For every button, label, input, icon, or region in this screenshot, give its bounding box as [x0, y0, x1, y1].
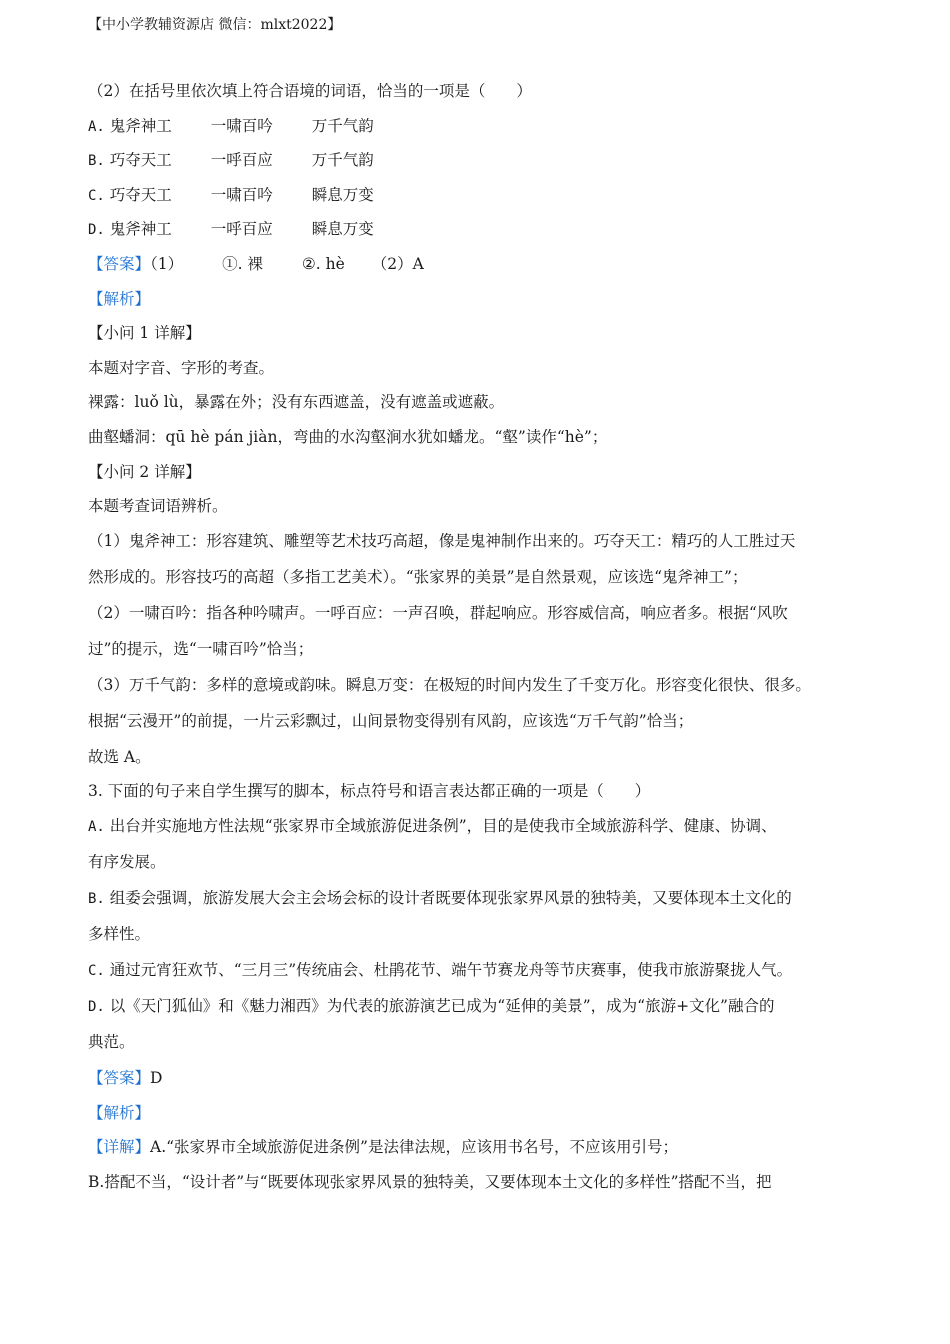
analysis-text: 根据“云漫开”的前提，一片云彩飘过，山间景物变得别有风韵，应该选“万千气韵”恰当；	[88, 711, 694, 730]
option-word-3: 万千气韵	[311, 151, 374, 170]
option-text: 组委会强调，旅游发展大会主会场会标的设计者既要体现张家界风景的独特美，又要体现本土文化的	[109, 888, 792, 907]
q3-analysis-tag: 【解析】	[88, 1103, 151, 1122]
option-text: 以《天门狐仙》和《魅力湘西》为代表的旅游演艺已成为“延伸的美景”，成为“旅游+文化”融合的	[109, 996, 775, 1015]
q3-option-b-line-1	[88, 885, 864, 921]
q3-option-a-line-2: 有序发展。	[88, 852, 166, 871]
conclusion-text: 故选 A。	[88, 747, 151, 766]
option-b	[88, 147, 864, 182]
option-letter: C.	[88, 962, 105, 979]
option-word-1: 巧夺天工	[109, 151, 172, 170]
option-word-1: 巧夺天工	[109, 185, 172, 204]
analysis-text: 本题考查词语辨析。	[88, 497, 228, 516]
q3-option-c-line-1	[88, 957, 864, 993]
answer-line	[88, 251, 864, 286]
sub-question-2-heading: 【小问 2 详解】	[88, 462, 201, 481]
answer-part-4: （2）A	[371, 254, 424, 273]
option-word-1: 鬼斧神工	[109, 220, 172, 239]
q3-option-d-line-2: 典范。	[88, 1032, 135, 1051]
option-word-1: 鬼斧神工	[109, 116, 172, 135]
option-text: 通过元宵狂欢节、“三月三”传统庙会、杜鹃花节、端午节赛龙舟等节庆赛事，使我市旅游聚拢人气。	[109, 960, 793, 979]
q3-option-b-line-2: 多样性。	[88, 924, 151, 943]
answer-tag: 【答案】	[88, 254, 151, 273]
option-letter: A.	[88, 118, 105, 135]
question-3-stem: 3. 下面的句子来自学生撰写的脚本，标点符号和语言表达都正确的一项是（ ）	[88, 782, 651, 801]
option-word-2: 一呼百应	[210, 220, 273, 239]
analysis-text: （2）一啸百吟：指各种吟啸声。一呼百应：一声召唤，群起响应。形容威信高，响应者多。根据“风吹	[88, 603, 788, 622]
answer-part-3: ②. hè	[301, 254, 345, 273]
detail-tag: 【详解】	[88, 1138, 151, 1157]
analysis-text: （3）万千气韵：多样的意境或韵味。瞬息万变：在极短的时间内发生了千变万化。形容变化很快、很多。	[88, 675, 811, 694]
answer-part-2: ①. 裸	[222, 254, 263, 273]
option-word-3: 瞬息万变	[311, 220, 374, 239]
document-body	[88, 78, 864, 1203]
answer-tag: 【答案】	[88, 1068, 151, 1087]
option-letter: A.	[88, 818, 105, 835]
option-a	[88, 113, 864, 148]
q3-detail-b: B.搭配不当，“设计者”与“既要体现张家界风景的独特美，又要体现本土文化的多样性”搭配不当，把	[88, 1172, 772, 1191]
sub-question-1-heading: 【小问 1 详解】	[88, 324, 201, 343]
option-letter: B.	[88, 153, 105, 170]
analysis-text: 然形成的。形容技巧的高超（多指工艺美术）。“张家界的美景”是自然景观，应该选“鬼斧神工”；	[88, 567, 748, 586]
question-2-part-2-stem: （2）在括号里依次填上符合语境的词语，恰当的一项是（ ）	[88, 82, 532, 100]
option-text: 出台并实施地方性法规“张家界市全域旅游促进条例”，目的是使我市全域旅游科学、健康、协调、	[109, 816, 777, 835]
analysis-text: 过”的提示，选“一啸百吟”恰当；	[88, 639, 314, 658]
option-letter: C.	[88, 187, 105, 204]
option-c	[88, 182, 864, 217]
option-word-3: 万千气韵	[311, 116, 374, 135]
option-letter: B.	[88, 890, 105, 907]
q3-option-a-line-1	[88, 813, 864, 849]
q3-detail-a	[88, 1134, 864, 1169]
q3-answer-line	[88, 1065, 864, 1100]
analysis-text: 曲壑蟠洞：qū hè pán jiàn，弯曲的水沟壑涧水犹如蟠龙。“壑”读作“hè”；	[88, 427, 608, 446]
analysis-text: （1）鬼斧神工：形容建筑、雕塑等艺术技巧高超，像是鬼神制作出来的。巧夺天工：精巧的人工胜过天	[88, 531, 796, 550]
detail-text: A.“张家界市全域旅游促进条例”是法律法规，应该用书名号，不应该用引号；	[150, 1138, 678, 1157]
answer-part-1: （1）	[150, 254, 184, 273]
answer-value: D	[150, 1068, 163, 1087]
analysis-text: 本题对字音、字形的考查。	[88, 358, 275, 377]
option-word-2: 一啸百吟	[210, 116, 273, 135]
analysis-tag: 【解析】	[88, 289, 151, 308]
option-word-3: 瞬息万变	[311, 185, 374, 204]
option-word-2: 一呼百应	[210, 151, 273, 170]
option-word-2: 一啸百吟	[210, 185, 273, 204]
option-letter: D.	[88, 222, 105, 239]
option-d	[88, 216, 864, 251]
analysis-text: 裸露：luǒ lù，暴露在外；没有东西遮盖，没有遮盖或遮蔽。	[88, 393, 505, 412]
q3-option-d-line-1	[88, 993, 864, 1029]
page-header-watermark: 【中小学教辅资源店 微信：mlxt2022】	[88, 17, 342, 33]
option-letter: D.	[88, 998, 105, 1015]
